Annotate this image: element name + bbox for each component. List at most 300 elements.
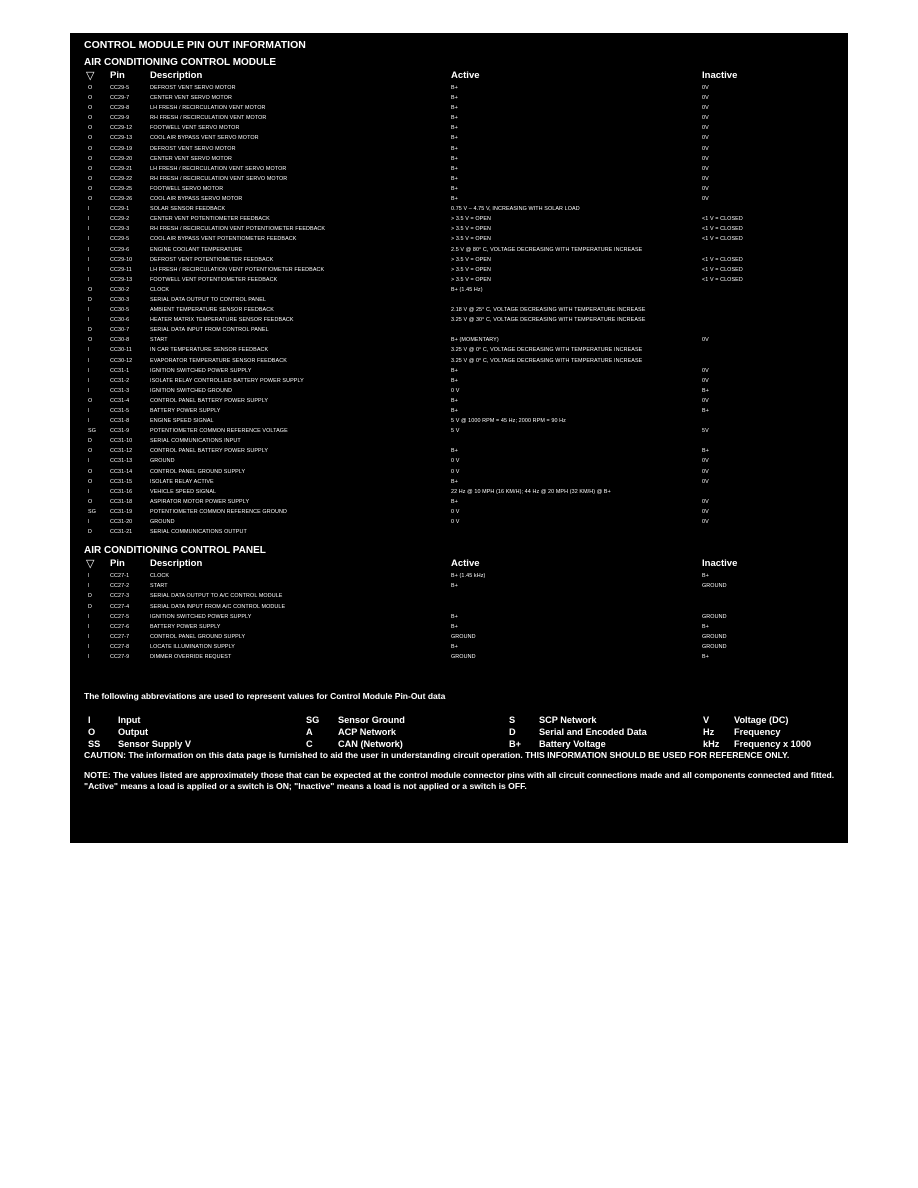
- table-row: [84, 356, 836, 366]
- table-row: [84, 571, 836, 581]
- pin-id: CC30-12: [110, 357, 133, 364]
- page-title: CONTROL MODULE PIN OUT INFORMATION: [84, 39, 306, 51]
- active-value: B+: [451, 135, 458, 142]
- pin-id: CC27-9: [110, 653, 130, 660]
- pin-type: O: [88, 165, 93, 172]
- inactive-value: 0V: [702, 468, 709, 475]
- pin-type: D: [88, 438, 92, 445]
- pin-type: O: [88, 196, 93, 203]
- active-value: 5 V: [451, 428, 460, 435]
- pin-type: I: [88, 256, 90, 263]
- inactive-value: 0V: [702, 85, 709, 91]
- active-value: 5 V @ 1000 RPM = 45 Hz; 2000 RPM = 90 Hz: [451, 418, 566, 425]
- inactive-value: 5V: [702, 428, 709, 435]
- abbreviation-code: S: [509, 715, 516, 726]
- abbreviation-meaning: Frequency: [734, 727, 781, 738]
- pin-description: DEFROST VENT POTENTIOMETER FEEDBACK: [150, 256, 274, 263]
- inactive-value: <1 V = CLOSED: [702, 266, 743, 273]
- pin-type: O: [88, 448, 93, 455]
- pin-description: COOL AIR BYPASS VENT POTENTIOMETER FEEDBACK: [150, 236, 297, 243]
- inactive-value: 0V: [702, 115, 709, 122]
- pin-description: START: [150, 337, 168, 344]
- table-row: [84, 214, 836, 224]
- abbreviation-code: B+: [509, 739, 522, 750]
- pin-id: CC30-7: [110, 327, 130, 334]
- module-section-title: AIR CONDITIONING CONTROL MODULE: [84, 57, 277, 68]
- pin-description: FOOTWELL VENT POTENTIOMETER FEEDBACK: [150, 276, 278, 283]
- abbreviation-code: C: [306, 739, 313, 750]
- inactive-value: 0V: [702, 458, 709, 465]
- panel-table: [84, 571, 836, 662]
- pin-id: CC31-10: [110, 438, 133, 445]
- pin-id: CC31-12: [110, 448, 133, 455]
- pin-description: CONTROL PANEL GROUND SUPPLY: [150, 468, 246, 475]
- abbreviation-meaning: Voltage (DC): [734, 715, 789, 726]
- active-value: > 3.5 V = OPEN: [451, 276, 492, 283]
- active-value: B+: [451, 196, 458, 203]
- table-row: [84, 315, 836, 325]
- pin-description: BATTERY POWER SUPPLY: [150, 408, 221, 414]
- triangle-icon: ▽: [86, 70, 95, 82]
- triangle-icon: ▽: [86, 558, 95, 571]
- pin-id: CC27-2: [110, 583, 130, 590]
- pin-description: ENGINE COOLANT TEMPERATURE: [150, 246, 243, 253]
- abbreviation-meaning: Output: [118, 727, 149, 738]
- pin-id: CC31-1: [110, 367, 130, 374]
- table-row: [84, 467, 836, 477]
- active-value: > 3.5 V = OPEN: [451, 256, 492, 263]
- pin-description: SERIAL DATA OUTPUT TO A/C CONTROL MODULE: [150, 593, 283, 600]
- pin-id: CC29-6: [110, 246, 130, 253]
- pin-description: CENTER VENT POTENTIOMETER FEEDBACK: [150, 216, 270, 223]
- abbreviation-meaning: Battery Voltage: [539, 739, 606, 750]
- pin-type: I: [88, 377, 90, 384]
- pin-description: POTENTIOMETER COMMON REFERENCE VOLTAGE: [150, 428, 288, 435]
- active-value: > 3.5 V = OPEN: [451, 236, 492, 243]
- table-row: [84, 376, 836, 386]
- pin-id: CC27-4: [110, 603, 130, 610]
- table-row: [84, 436, 836, 446]
- pin-id: CC30-8: [110, 337, 130, 344]
- inactive-value: B+: [702, 408, 709, 414]
- active-value: B+: [451, 448, 458, 455]
- pin-id: CC31-13: [110, 458, 133, 465]
- inactive-value: 0V: [702, 478, 709, 485]
- table-row: [84, 652, 836, 662]
- inactive-value: 0V: [702, 519, 709, 526]
- abbreviation-code: Hz: [703, 727, 715, 738]
- pin-type: I: [88, 367, 90, 374]
- pin-id: CC29-8: [110, 105, 130, 112]
- active-value: B+: [451, 377, 458, 384]
- inactive-value: <1 V = CLOSED: [702, 226, 743, 233]
- pin-description: DEFROST VENT SERVO MOTOR: [150, 145, 236, 152]
- pin-description: COOL AIR BYPASS VENT SERVO MOTOR: [150, 135, 259, 142]
- pin-type: I: [88, 573, 90, 580]
- pin-id: CC29-13: [110, 276, 133, 283]
- pin-id: CC27-6: [110, 623, 130, 630]
- pin-type: O: [88, 498, 93, 505]
- pin-type: O: [88, 115, 93, 122]
- pin-id: CC30-11: [110, 347, 132, 354]
- table-row: [84, 103, 836, 113]
- inactive-value: 0V: [702, 175, 709, 182]
- pin-id: CC31-8: [110, 418, 130, 425]
- pin-description: CLOCK: [150, 573, 170, 580]
- caution-text: CAUTION: The information on this data page is furnished to aid the user in understanding circuit operation. THIS INFORMATION SHOULD BE USED FOR REFERENCE ONLY.: [84, 750, 790, 761]
- pin-id: CC31-2: [110, 377, 130, 384]
- inactive-value: <1 V = CLOSED: [702, 236, 743, 243]
- table-row: [84, 602, 836, 612]
- pin-description: ISOLATE RELAY CONTROLLED BATTERY POWER SUPPLY: [150, 377, 304, 384]
- pin-description: HEATER MATRIX TEMPERATURE SENSOR FEEDBACK: [150, 317, 294, 324]
- pin-id: CC27-1: [110, 573, 130, 580]
- inactive-value: 0V: [702, 508, 709, 515]
- pin-id: CC29-13: [110, 135, 133, 142]
- pin-id: CC31-19: [110, 508, 133, 515]
- active-value: GROUND: [451, 633, 476, 640]
- pin-type: D: [88, 327, 92, 334]
- pin-description: VEHICLE SPEED SIGNAL: [150, 488, 217, 495]
- table-row: [84, 93, 836, 103]
- table-row: [84, 622, 836, 632]
- active-value: B+: [451, 498, 458, 505]
- pin-type: I: [88, 613, 90, 620]
- header-description: Description: [150, 558, 203, 570]
- active-value: B+: [451, 397, 458, 404]
- table-row: [84, 234, 836, 244]
- table-row: [84, 612, 836, 622]
- abbreviation-code: A: [306, 727, 313, 738]
- pin-type: O: [88, 155, 93, 162]
- abbreviation-meaning: Input: [118, 715, 141, 726]
- pin-type: O: [88, 175, 93, 182]
- active-value: 0.75 V – 4.75 V, INCREASING WITH SOLAR LOAD: [451, 206, 580, 213]
- pinout-panel: [70, 33, 848, 843]
- active-value: GROUND: [451, 653, 476, 660]
- table-row: [84, 305, 836, 315]
- inactive-value: GROUND: [702, 613, 727, 620]
- pin-description: CENTER VENT SERVO MOTOR: [150, 95, 232, 102]
- pin-id: CC29-5: [110, 236, 130, 243]
- pin-description: SOLAR SENSOR FEEDBACK: [150, 206, 226, 213]
- pin-id: CC31-15: [110, 478, 133, 485]
- pin-type: I: [88, 519, 90, 526]
- pin-id: CC31-5: [110, 408, 130, 414]
- header-inactive: Inactive: [702, 70, 738, 81]
- inactive-value: <1 V = CLOSED: [702, 216, 743, 223]
- pin-description: POTENTIOMETER COMMON REFERENCE GROUND: [150, 508, 287, 515]
- header-description: Description: [150, 70, 203, 81]
- inactive-value: B+: [702, 623, 709, 630]
- pin-type: I: [88, 583, 90, 590]
- pin-description: SERIAL DATA OUTPUT TO CONTROL PANEL: [150, 296, 267, 303]
- inactive-value: <1 V = CLOSED: [702, 276, 743, 283]
- active-value: B+ (MOMENTARY): [451, 337, 499, 344]
- pin-id: CC29-7: [110, 95, 130, 102]
- pin-id: CC30-5: [110, 307, 130, 314]
- pin-description: AMBIENT TEMPERATURE SENSOR FEEDBACK: [150, 307, 274, 314]
- inactive-value: 0V: [702, 145, 709, 152]
- table-row: [84, 184, 836, 194]
- pin-type: SG: [88, 508, 96, 515]
- table-row: [84, 224, 836, 234]
- inactive-value: GROUND: [702, 633, 727, 640]
- pin-type: I: [88, 206, 90, 213]
- abbreviation-code: SG: [306, 715, 320, 726]
- table-row: [84, 133, 836, 143]
- pin-type: D: [88, 603, 92, 610]
- pin-type: O: [88, 105, 93, 112]
- abbreviation-meaning: Sensor Supply V: [118, 739, 192, 750]
- active-value: B+: [451, 165, 458, 172]
- table-row: [84, 477, 836, 487]
- table-row: [84, 265, 836, 275]
- abbreviation-meaning: CAN (Network): [338, 739, 403, 750]
- pin-id: CC29-11: [110, 266, 132, 273]
- active-value: > 3.5 V = OPEN: [451, 226, 492, 233]
- pin-type: O: [88, 468, 93, 475]
- pin-description: GROUND: [150, 458, 175, 465]
- table-row: [84, 255, 836, 265]
- pin-id: CC30-6: [110, 317, 130, 324]
- abbreviation-meaning: ACP Network: [338, 727, 397, 738]
- table-row: [84, 517, 836, 527]
- pin-description: ENGINE SPEED SIGNAL: [150, 418, 214, 425]
- pin-type: I: [88, 387, 90, 394]
- inactive-value: B+: [702, 387, 709, 394]
- abbreviation-code: V: [703, 715, 710, 726]
- active-value: B+: [451, 145, 458, 152]
- pin-description: CONTROL PANEL BATTERY POWER SUPPLY: [150, 397, 269, 404]
- inactive-value: 0V: [702, 196, 709, 203]
- pin-type: O: [88, 85, 93, 91]
- module-table: [84, 83, 836, 537]
- active-value: > 3.5 V = OPEN: [451, 216, 492, 223]
- pin-description: START: [150, 583, 168, 590]
- pin-type: I: [88, 653, 90, 660]
- pin-type: I: [88, 643, 90, 650]
- pin-type: I: [88, 266, 90, 273]
- pin-description: LH FRESH / RECIRCULATION VENT POTENTIOMETER FEEDBACK: [150, 266, 325, 273]
- pin-description: SERIAL COMMUNICATIONS INPUT: [150, 438, 241, 445]
- pin-id: CC29-20: [110, 155, 133, 162]
- active-value: B+: [451, 583, 458, 590]
- abbreviation-code: SS: [88, 739, 101, 750]
- pin-description: LOCATE ILLUMINATION SUPPLY: [150, 643, 235, 650]
- inactive-value: 0V: [702, 367, 709, 374]
- pin-id: CC27-5: [110, 613, 130, 620]
- module-table-header: [84, 69, 836, 83]
- header-pin: Pin: [110, 558, 125, 570]
- pin-id: CC29-22: [110, 175, 133, 182]
- pin-type: I: [88, 357, 90, 364]
- pin-id: CC29-25: [110, 185, 133, 192]
- inactive-value: 0V: [702, 165, 709, 172]
- active-value: 22 Hz @ 10 MPH (16 KM/H); 44 Hz @ 20 MPH (32 KM/H) @ B+: [451, 488, 611, 495]
- active-value: B+: [451, 85, 458, 91]
- pin-type: O: [88, 185, 93, 192]
- active-value: B+: [451, 408, 458, 414]
- pin-description: IGNITION SWITCHED POWER SUPPLY: [150, 613, 252, 620]
- pin-id: CC31-21: [110, 529, 133, 536]
- active-value: B+ (1.45 Hz): [451, 286, 483, 293]
- pin-id: CC29-3: [110, 226, 130, 233]
- pin-description: COOL AIR BYPASS SERVO MOTOR: [150, 196, 243, 203]
- inactive-value: GROUND: [702, 583, 727, 590]
- pin-type: I: [88, 418, 90, 425]
- pin-description: ASPIRATOR MOTOR POWER SUPPLY: [150, 498, 250, 505]
- active-value: B+: [451, 367, 458, 374]
- abbreviation-meaning: Serial and Encoded Data: [539, 727, 647, 738]
- pin-type: I: [88, 488, 90, 495]
- pin-type: I: [88, 408, 90, 414]
- table-row: [84, 406, 836, 416]
- panel-table-header: [84, 557, 836, 571]
- active-value: B+: [451, 105, 458, 112]
- pin-id: CC31-16: [110, 488, 133, 495]
- table-row: [84, 416, 836, 426]
- active-value: 2.18 V @ 25° C, VOLTAGE DECREASING WITH TEMPERATURE INCREASE: [451, 307, 646, 314]
- pin-description: RH FRESH / RECIRCULATION VENT POTENTIOMETER FEEDBACK: [150, 226, 326, 233]
- pin-type: D: [88, 296, 92, 303]
- table-row: [84, 204, 836, 214]
- pin-description: IGNITION SWITCHED GROUND: [150, 387, 233, 394]
- active-value: B+: [451, 95, 458, 102]
- pin-id: CC29-12: [110, 125, 133, 132]
- pin-type: O: [88, 286, 93, 293]
- pin-description: DEFROST VENT SERVO MOTOR: [150, 85, 236, 91]
- active-value: 0 V: [451, 508, 460, 515]
- inactive-value: B+: [702, 448, 709, 455]
- pin-type: D: [88, 593, 92, 600]
- active-value: 3.25 V @ 0° C, VOLTAGE DECREASING WITH TEMPERATURE INCREASE: [451, 357, 643, 364]
- pin-id: CC27-7: [110, 633, 130, 640]
- active-value: 3.25 V @ 0° C, VOLTAGE DECREASING WITH TEMPERATURE INCREASE: [451, 347, 643, 354]
- pin-type: D: [88, 529, 92, 536]
- pin-type: I: [88, 226, 90, 233]
- pin-id: CC31-9: [110, 428, 130, 435]
- pin-type: I: [88, 276, 90, 283]
- pin-description: BATTERY POWER SUPPLY: [150, 623, 221, 630]
- pin-id: CC27-8: [110, 643, 130, 650]
- header-active: Active: [451, 558, 480, 570]
- active-value: 0 V: [451, 519, 460, 526]
- pin-description: GROUND: [150, 519, 175, 526]
- pin-description: EVAPORATOR TEMPERATURE SENSOR FEEDBACK: [150, 357, 287, 364]
- inactive-value: 0V: [702, 185, 709, 192]
- inactive-value: 0V: [702, 125, 709, 132]
- pin-type: I: [88, 458, 90, 465]
- table-row: [84, 426, 836, 436]
- pin-description: FOOTWELL SERVO MOTOR: [150, 185, 224, 192]
- active-value: B+: [451, 125, 458, 132]
- pin-id: CC29-21: [110, 165, 133, 172]
- abbreviations-title: The following abbreviations are used to represent values for Control Module Pin-Out data: [84, 691, 446, 702]
- active-value: B+: [451, 623, 458, 630]
- pin-description: DIMMER OVERRIDE REQUEST: [150, 653, 232, 660]
- pin-type: O: [88, 135, 93, 142]
- abbreviation-code: I: [88, 715, 91, 726]
- pin-id: CC29-2: [110, 216, 130, 223]
- pin-id: CC29-10: [110, 256, 133, 263]
- pin-type: SG: [88, 428, 96, 435]
- pin-id: CC31-3: [110, 387, 130, 394]
- table-row: [84, 456, 836, 466]
- pin-id: CC31-14: [110, 468, 133, 475]
- table-row: [84, 366, 836, 376]
- table-row: [84, 123, 836, 133]
- active-value: B+: [451, 643, 458, 650]
- table-row: [84, 507, 836, 517]
- pin-type: O: [88, 397, 93, 404]
- pin-description: FOOTWELL VENT SERVO MOTOR: [150, 125, 240, 132]
- inactive-value: 0V: [702, 155, 709, 162]
- pin-type: I: [88, 246, 90, 253]
- active-value: B+: [451, 175, 458, 182]
- table-row: [84, 446, 836, 456]
- pin-description: CLOCK: [150, 286, 170, 293]
- abbreviation-code: O: [88, 727, 96, 738]
- pin-type: I: [88, 216, 90, 223]
- table-row: [84, 154, 836, 164]
- table-row: [84, 581, 836, 591]
- inactive-value: <1 V = CLOSED: [702, 256, 743, 263]
- abbreviations-grid: [84, 714, 836, 750]
- inactive-value: B+: [702, 653, 709, 660]
- table-row: [84, 396, 836, 406]
- header-pin: Pin: [110, 70, 125, 81]
- inactive-value: 0V: [702, 105, 709, 112]
- pin-type: O: [88, 125, 93, 132]
- pin-id: CC31-18: [110, 498, 133, 505]
- abbreviation-code: D: [509, 727, 516, 738]
- inactive-value: B+: [702, 573, 709, 580]
- inactive-value: 0V: [702, 337, 709, 344]
- pin-description: SERIAL COMMUNICATIONS OUTPUT: [150, 529, 247, 536]
- note-text: NOTE: The values listed are approximately those that can be expected at the control module connector pins with all circuit connections made and all components connected and fitted. "Active" means a load is applied or a switch is ON; "Inactive" means a load is not applied or a switch is OFF.: [84, 769, 835, 792]
- table-row: [84, 144, 836, 154]
- table-row: [84, 275, 836, 285]
- abbreviation-code: kHz: [703, 739, 720, 750]
- table-row: [84, 591, 836, 601]
- active-value: 0 V: [451, 458, 460, 465]
- table-row: [84, 487, 836, 497]
- pin-id: CC29-19: [110, 145, 133, 152]
- pin-type: I: [88, 623, 90, 630]
- pin-type: I: [88, 307, 90, 314]
- inactive-value: 0V: [702, 377, 709, 384]
- pin-id: CC30-2: [110, 286, 130, 293]
- table-row: [84, 174, 836, 184]
- pin-description: ISOLATE RELAY ACTIVE: [150, 478, 214, 485]
- pin-description: CONTROL PANEL BATTERY POWER SUPPLY: [150, 448, 269, 455]
- pin-description: RH FRESH / RECIRCULATION VENT SERVO MOTOR: [150, 175, 288, 182]
- header-inactive: Inactive: [702, 558, 738, 570]
- inactive-value: GROUND: [702, 643, 727, 650]
- table-row: [84, 245, 836, 255]
- pin-description: SERIAL DATA INPUT FROM CONTROL PANEL: [150, 327, 269, 334]
- table-row: [84, 632, 836, 642]
- table-row: [84, 113, 836, 123]
- table-row: [84, 164, 836, 174]
- pin-description: LH FRESH / RECIRCULATION VENT MOTOR: [150, 105, 266, 112]
- pin-description: CENTER VENT SERVO MOTOR: [150, 155, 232, 162]
- abbreviation-meaning: Frequency x 1000: [734, 739, 812, 750]
- table-row: [84, 345, 836, 355]
- table-row: [84, 295, 836, 305]
- abbreviation-meaning: Sensor Ground: [338, 715, 405, 726]
